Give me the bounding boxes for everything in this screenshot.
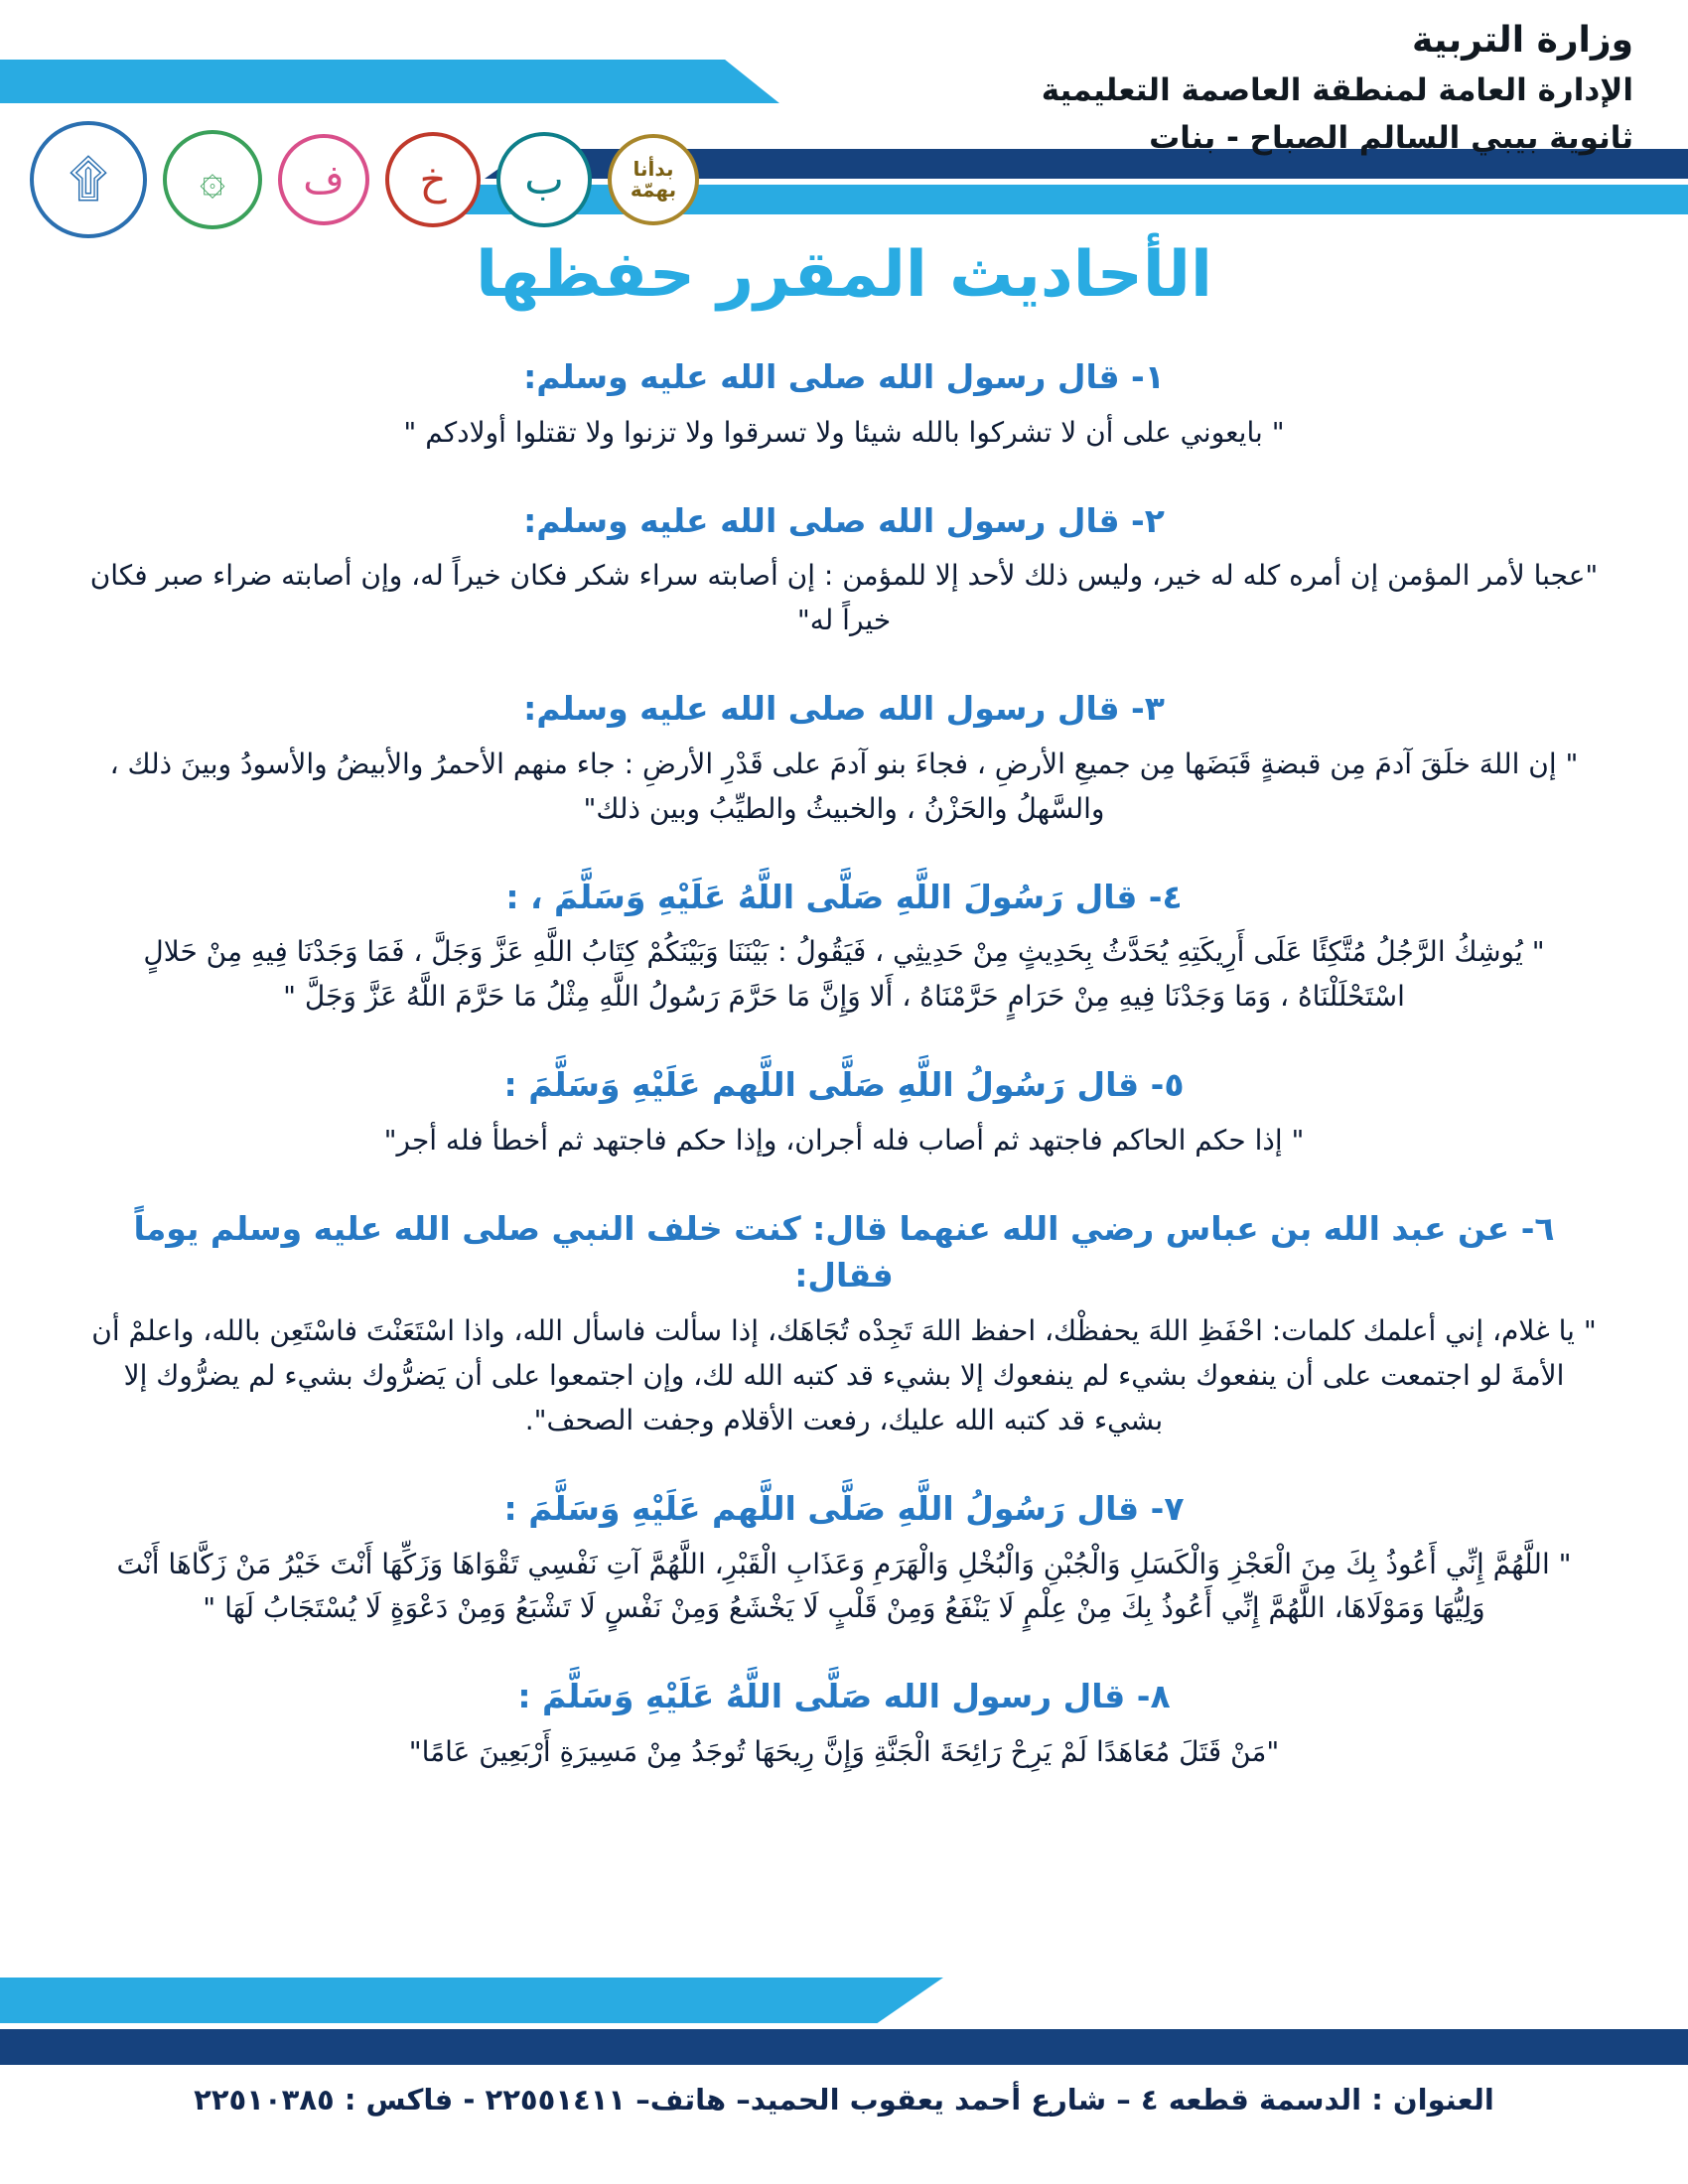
- page-title: الأحاديث المقرر حفظها: [476, 238, 1212, 312]
- hadith-6-heading: ٦- عن عبد الله بن عباس رضي الله عنهما قال: كنت خلف النبي صلى الله عليه وسلم يوماً فقال:: [133, 1208, 1555, 1296]
- directorate-name: الإدارة العامة لمنطقة العاصمة التعليمية: [1041, 72, 1633, 108]
- hadith-7-heading: ٧- قال رَسُولُ اللَّهِ صَلَّى اللَّهم عَلَيْهِ وَسَلَّمَ :: [503, 1488, 1185, 1528]
- hadith-section-3: [89, 685, 1599, 831]
- hadith-section-8: [89, 1673, 1599, 1775]
- logo-row: [30, 121, 699, 238]
- calligraphy-badge-logo: [385, 132, 481, 227]
- document-body: [89, 238, 1599, 1775]
- hadith-6-text: " يا غلام، إني أعلمك كلمات: احْفَظِ اللهَ يحفظْك، احفظ اللهَ تَجِدْه تُجَاهَك، إذا سألت فاسأل الله، واذا اسْتَعَنْتَ فاسْتَعِن بالله، واعلمْ أن الأمةَ لو اجتمعت على أن ينفعوك بشيء لم ينفعوك إلا بشيء قد كتبه الله لك، وإن اجتمعوا على أن يَضرُّوك بشيء لم يضرُّوك إلا بشيء قد كتبه الله عليك، رفعت الأقلام وجفت الصحف".: [91, 1314, 1597, 1436]
- hadith-8-heading: ٨- قال رسول الله صَلَّى اللَّهُ عَلَيْهِ وَسَلَّمَ :: [517, 1677, 1171, 1716]
- hadith-section-5: [89, 1061, 1599, 1163]
- hadith-3-heading: ٣- قال رسول الله صلى الله عليه وسلم:: [523, 689, 1165, 729]
- arabic-language-club-logo: [278, 134, 369, 225]
- hadith-8-text: "مَنْ قَتَلَ مُعَاهَدًا لَمْ يَرِحْ رَائِحَةَ الْجَنَّةِ وَإِنَّ رِيحَهَا تُوجَدُ مِنْ مَسِيرَةِ أَرْبَعِينَ عَامًا": [408, 1734, 1280, 1768]
- mosque-education-glyph: ۞: [200, 153, 225, 205]
- hadith-3-text: " إن اللهَ خلَقَ آدمَ مِن قبضةٍ قَبَضَها مِن جميعِ الأرضِ ، فجاءَ بنو آدمَ على قَدْرِ الأرضِ : جاء منهم الأحمرُ والأبيضُ والأسودُ وبينَ ذلك ، والسَّهلُ والحَزْنُ ، والخبيثُ والطيِّبُ وبين ذلك": [109, 747, 1579, 825]
- top-light-blue-stripe: [0, 60, 779, 103]
- hadith-section-4: [89, 874, 1599, 1020]
- bottom-navy-stripe: [0, 2029, 1688, 2065]
- hadith-1-text: " بايعوني على أن لا تشركوا بالله شيئا ولا تسرقوا ولا تزنوا ولا تقتلوا أولادكم ": [403, 415, 1285, 449]
- badana-bihimma-text: بدأنا بهمّة: [630, 157, 677, 202]
- ministry-name: وزارة التربية: [1412, 20, 1633, 61]
- badana-bihimma-logo: [608, 134, 699, 225]
- hadith-4-heading: ٤- قال رَسُولَ اللَّهِ صَلَّى اللَّهُ عَلَيْهِ وَسَلَّمَ ، :: [505, 877, 1183, 916]
- hadith-2-text: "عجبا لأمر المؤمن إن أمره كله له خير، وليس ذلك لأحد إلا للمؤمن : إن أصابته سراء شكر فكان خيراً له، وإن أصابته ضراء صبر فكان خيراً له": [89, 559, 1599, 637]
- mosque-education-logo: [163, 130, 262, 229]
- school-name: ثانوية بيبي السالم الصباح - بنات: [1149, 120, 1633, 156]
- arabic-language-club-glyph: ف: [303, 157, 345, 203]
- hadith-2-heading: ٢- قال رسول الله صلى الله عليه وسلم:: [523, 500, 1165, 540]
- letterhead: [1042, 20, 1633, 156]
- hadith-section-2: [89, 497, 1599, 643]
- hadith-5-heading: ٥- قال رَسُولُ اللَّهِ صَلَّى اللَّهم عَلَيْهِ وَسَلَّمَ :: [503, 1064, 1185, 1104]
- hadith-4-text: " يُوشِكُ الرَّجُلُ مُتَّكِئًا عَلَى أَرِيكَتِهِ يُحَدَّثُ بِحَدِيثٍ مِنْ حَدِيثِي ، فَيَقُولُ : بَيْنَنَا وَبَيْنَكُمْ كِتَابُ اللَّهِ عَزَّ وَجَلَّ ، فَمَا وَجَدْنَا فِيهِ مِنْ حَلالٍ اسْتَحْلَلْنَاهُ ، وَمَا وَجَدْنَا فِيهِ مِنْ حَرَامٍ حَرَّمْنَاهُ ، أَلا وَإِنَّ مَا حَرَّمَ رَسُولُ اللَّهِ مِثْلُ مَا حَرَّمَ اللَّهُ عَزَّ وَجَلَّ ": [143, 935, 1545, 1014]
- school-emblem-glyph: ۩: [69, 149, 108, 209]
- hadith-5-text: " إذا حكم الحاكم فاجتهد ثم أصاب فله أجران، وإذا حكم فاجتهد ثم أخطأ فله أجر": [383, 1123, 1305, 1157]
- hadith-7-text: " اللَّهُمَّ إِنِّي أَعُوذُ بِكَ مِنَ الْعَجْزِ وَالْكَسَلِ وَالْجُبْنِ وَالْبُخْلِ وَالْهَرَمِ وَعَذَابِ الْقَبْرِ، اللَّهُمَّ آتِ نَفْسِي تَقْوَاهَا وَزَكِّهَا أَنْتَ خَيْرُ مَنْ زَكَّاهَا أَنْتَ وَلِيُّهَا وَمَوْلَاهَا، اللَّهُمَّ إِنِّي أَعُوذُ بِكَ مِنْ عِلْمٍ لَا يَنْفَعُ وَمِنْ قَلْبٍ لَا يَخْشَعُ وَمِنْ نَفْسٍ لَا تَشْبَعُ وَمِنْ دَعْوَةٍ لَا يُسْتَجَابُ لَهَا ": [116, 1547, 1572, 1625]
- calligraphy-badge-glyph: خ: [419, 154, 447, 204]
- school-emblem-logo: [30, 121, 147, 238]
- hadith-section-1: [89, 353, 1599, 456]
- round-stamp-logo: [496, 132, 592, 227]
- bottom-light-blue-stripe: [0, 1978, 943, 2023]
- hadith-1-heading: ١- قال رسول الله صلى الله عليه وسلم:: [523, 357, 1165, 396]
- round-stamp-glyph: ب: [524, 154, 564, 204]
- hadith-section-6: [89, 1205, 1599, 1443]
- footer-address: العنوان : الدسمة قطعه ٤ – شارع أحمد يعقوب الحميد– هاتف– ٢٢٥٥١٤١١ - فاكس : ٢٢٥١٠٣٨٥: [194, 2083, 1494, 2116]
- hadith-section-7: [89, 1485, 1599, 1631]
